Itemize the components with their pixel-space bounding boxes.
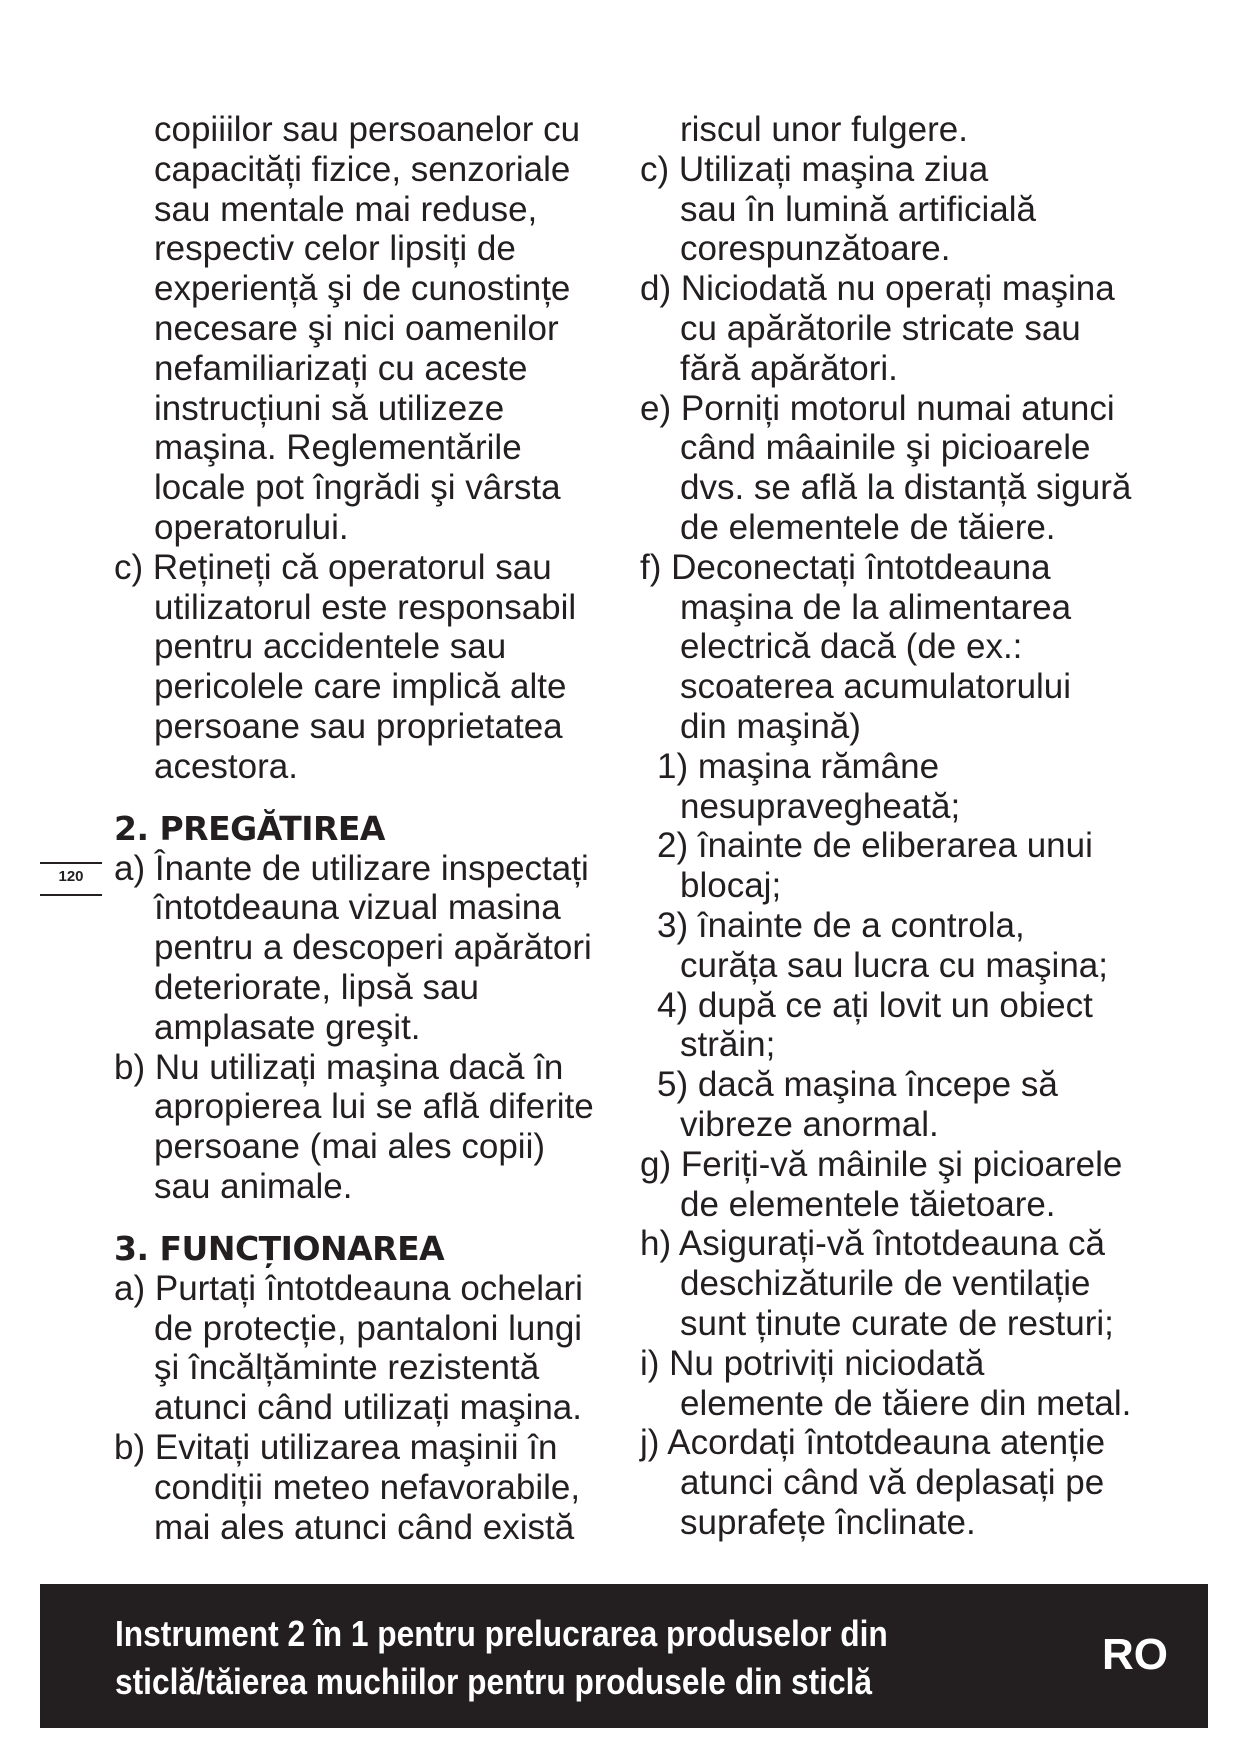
text-line: nesupravegheată;	[680, 786, 961, 826]
text-line: electrică dacă (de ex.:	[680, 627, 1023, 667]
text-line: de elementele tăietoare.	[680, 1184, 1056, 1224]
text-line: respectiv celor lipsiți de	[154, 229, 516, 269]
text-line: de protecție, pantaloni lungi	[154, 1308, 583, 1348]
text-line: h) Asigurați-vă întotdeauna că	[640, 1224, 1106, 1264]
text-line: scoaterea acumulatorului	[680, 667, 1072, 707]
text-line: capacități fizice, senzoriale	[154, 149, 571, 189]
text-line: a) Purtați întotdeauna ochelari	[114, 1268, 583, 1308]
page-number: 120	[58, 868, 84, 885]
text-line: a) Înante de utilizare inspectați	[114, 848, 589, 888]
sub-item-4	[640, 986, 1200, 1066]
text-line: b) Nu utilizați maşina dacă în	[114, 1047, 564, 1087]
text-line: 5) dacă maşina începe să	[657, 1065, 1058, 1105]
text-line: necesare şi nici oamenilor	[154, 308, 559, 348]
list-item-j	[640, 1423, 1200, 1542]
left-column	[114, 110, 604, 1547]
text-line: dvs. se află la distanță sigură	[680, 468, 1132, 508]
text-line: străin;	[680, 1025, 776, 1065]
text-line: c) Rețineți că operatorul sau	[114, 547, 552, 587]
text-line: cu apărătorile stricate sau	[680, 308, 1081, 348]
list-item-b	[114, 1428, 604, 1547]
text-line: corespunzătoare.	[680, 229, 951, 269]
text-line: instrucțiuni să utilizeze	[154, 388, 505, 428]
text-line: 2) înainte de eliberarea unui	[657, 826, 1093, 866]
list-item-e	[640, 389, 1200, 548]
list-item-g	[640, 1145, 1200, 1225]
text-line: şi încălțăminte rezistentă	[154, 1348, 540, 1388]
text-line: fără apărători.	[680, 348, 898, 388]
text-line: 1) maşina rămâne	[657, 746, 940, 786]
text-line: d) Niciodată nu operați maşina	[640, 269, 1115, 309]
text-line: apropierea lui se află diferite	[154, 1087, 594, 1127]
list-item-b	[114, 1048, 604, 1207]
text-line: atunci când utilizați maşina.	[154, 1388, 582, 1428]
text-line: pericolele care implică alte	[154, 667, 567, 707]
section-heading-functionarea: 3. FUNCȚIONAREA	[114, 1228, 445, 1268]
text-line: blocaj;	[680, 866, 782, 906]
sub-item-2	[640, 826, 1200, 906]
text-line: acestora.	[154, 746, 298, 786]
sub-item-1	[640, 747, 1200, 827]
text-line: pentru accidentele sau	[154, 627, 507, 667]
text-line: întotdeauna vizual masina	[154, 888, 561, 928]
text-line: j) Acordați întotdeauna atenție	[640, 1423, 1106, 1463]
right-column	[640, 110, 1200, 1543]
language-code: RO	[1102, 1630, 1168, 1679]
text-line: vibreze anormal.	[680, 1104, 939, 1144]
page-number-rule-bottom	[40, 894, 102, 896]
text-line: persoane sau proprietatea	[154, 706, 563, 746]
text-line: sau mentale mai reduse,	[154, 189, 538, 229]
list-item-c	[114, 548, 604, 787]
footer-title-line: Instrument 2 în 1 pentru prelucrarea produselor din	[115, 1613, 888, 1654]
text-line: operatorului.	[154, 507, 349, 547]
text-line: e) Porniți motorul numai atunci	[640, 388, 1115, 428]
text-line: experiență şi de cunostințe	[154, 269, 571, 309]
text-line: atunci când vă deplasați pe	[680, 1463, 1105, 1503]
text-line: copiiilor sau persoanelor cu	[154, 110, 581, 149]
text-line: sau în lumină artificială	[680, 189, 1036, 229]
footer-title-line: sticlă/tăierea muchiilor pentru produsele din sticlă	[115, 1661, 873, 1702]
footer-bar	[40, 1584, 1208, 1728]
text-line: riscul unor fulgere.	[680, 110, 968, 149]
text-line: 3) înainte de a controla,	[657, 905, 1025, 945]
text-line: suprafețe înclinate.	[680, 1502, 976, 1542]
text-line: maşina de la alimentarea	[680, 587, 1072, 627]
page-number-rule-top	[40, 862, 102, 864]
text-line: persoane (mai ales copii)	[154, 1127, 546, 1167]
list-item-c	[640, 150, 1200, 269]
text-line: deteriorate, lipsă sau	[154, 967, 479, 1007]
text-line: sunt ținute curate de resturi;	[680, 1303, 1114, 1343]
list-item-i	[640, 1344, 1200, 1424]
text-line: din maşină)	[680, 706, 861, 746]
list-item-f	[640, 548, 1200, 747]
list-item-d	[640, 269, 1200, 388]
footer-title	[115, 1610, 888, 1706]
section-heading-pregatirea: 2. PREGĂTIREA	[114, 808, 385, 848]
text-line: b) Evitați utilizarea maşinii în	[114, 1427, 558, 1467]
text-line: g) Feriți-vă mâinile şi picioarele	[640, 1144, 1123, 1184]
list-item-a	[114, 849, 604, 1048]
list-item-a	[114, 1269, 604, 1428]
sub-item-5	[640, 1065, 1200, 1145]
text-line: deschizăturile de ventilație	[680, 1264, 1091, 1304]
text-line: maşina. Reglementările	[154, 428, 522, 468]
text-line: pentru a descoperi apărători	[154, 928, 592, 968]
list-item-h	[640, 1224, 1200, 1343]
text-line: c) Utilizați maşina ziua	[640, 149, 989, 189]
text-line: 4) după ce ați lovit un obiect	[657, 985, 1093, 1025]
sub-item-3	[640, 906, 1200, 986]
text-line: nefamiliarizați cu aceste	[154, 348, 528, 388]
text-line: elemente de tăiere din metal.	[680, 1383, 1132, 1423]
text-line: mai ales atunci când există	[154, 1507, 575, 1547]
text-line: i) Nu potriviți niciodată	[640, 1343, 985, 1383]
text-line: de elementele de tăiere.	[680, 507, 1056, 547]
text-line: amplasate greşit.	[154, 1007, 421, 1047]
text-line: curăța sau lucra cu maşina;	[680, 945, 1108, 985]
text-line: f) Deconectați întotdeauna	[640, 547, 1051, 587]
text-line: locale pot îngrădi şi vârsta	[154, 468, 561, 508]
text-line: când mâainile şi picioarele	[680, 428, 1091, 468]
text-line: utilizatorul este responsabil	[154, 587, 577, 627]
text-line: condiții meteo nefavorabile,	[154, 1467, 581, 1507]
text-line: sau animale.	[154, 1166, 353, 1206]
continued-paragraph	[114, 110, 604, 548]
